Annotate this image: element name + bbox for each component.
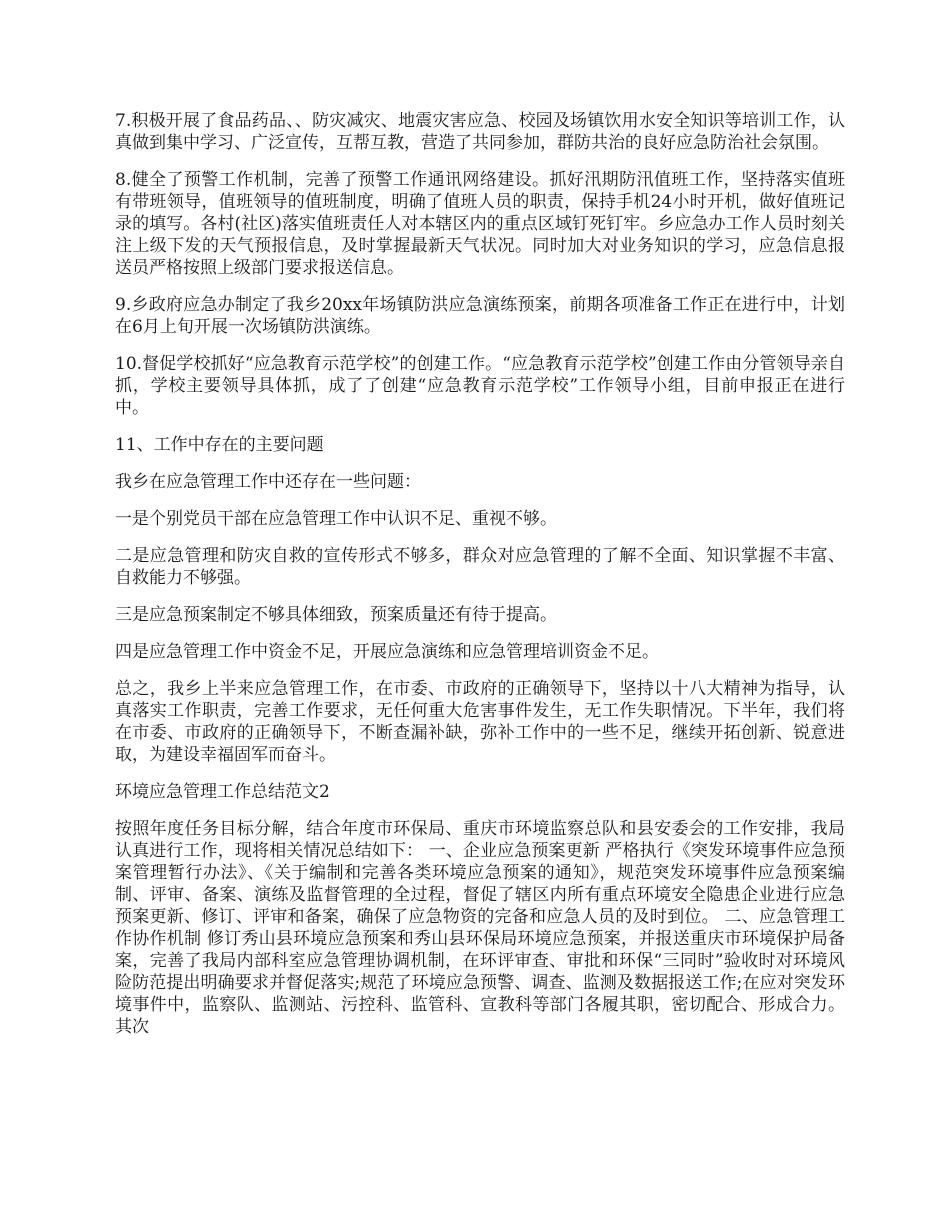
paragraph-item-10: 10.督促学校抓好“应急教育示范学校”的创建工作。“应急教育示范学校”创建工作由分管领导亲自抓，学校主要领导具体抓，成了了创建“应急教育示范学校”工作领导小组，目前申报正在进行中。 <box>115 354 845 418</box>
paragraph-item-8: 8.健全了预警工作机制，完善了预警工作通讯网络建设。抓好汛期防汛值班工作，坚持落实值班有带班领导，值班领导的值班制度，明确了值班人员的职责，保持手机24小时开机，做好值班记录的填写。各村(社区)落实值班责任人对本辖区内的重点区域钉死钉牢。乡应急办工作人员时刻关注上级下发的天气预报信息，及时掌握最新天气状况。同时加大对业务知识的学习，应急信息报送员严格按照上级部门要求报送信息。 <box>115 170 845 278</box>
conclusion-paragraph: 总之，我乡上半来应急管理工作，在市委、市政府的正确领导下，坚持以十八大精神为指导，认真落实工作职责，完善工作要求，无任何重大危害事件发生，无工作失职情况。下半年，我们将在市委、市政府的正确领导下，不断查漏补缺，弥补工作中的一些不足，继续开拓创新、锐意进取，为建设幸福固军而奋斗。 <box>115 679 845 765</box>
section-heading-problems: 11、工作中存在的主要问题 <box>115 435 324 455</box>
problem-three: 三是应急预案制定不够具体细致，预案质量还有待于提高。 <box>115 605 557 625</box>
problems-intro: 我乡在应急管理工作中还存在一些问题： <box>115 472 421 492</box>
paragraph-item-9: 9.乡政府应急办制定了我乡20xx年场镇防洪应急演练预案，前期各项准备工作正在进行中，计划在6月上旬开展一次场镇防洪演练。 <box>115 295 845 337</box>
problem-two: 二是应急管理和防灾自救的宣传形式不够多，群众对应急管理的了解不全面、知识掌握不丰富、自救能力不够强。 <box>115 546 845 588</box>
problem-one: 一是个别党员干部在应急管理工作中认识不足、重视不够。 <box>115 509 557 529</box>
document-body <box>115 110 845 1053</box>
paragraph-item-7: 7.积极开展了食品药品、、防灾减灾、地震灾害应急、校园及场镇饮用水安全知识等培训工作，认真做到集中学习、广泛宣传，互帮互教，营造了共同参加，群防共治的良好应急防治社会氛围。 <box>115 111 845 153</box>
article-2-title: 环境应急管理工作总结范文2 <box>115 782 330 802</box>
article-2-body: 按照年度任务目标分解，结合年度市环保局、重庆市环境监察总队和县安委会的工作安排，我局认真进行工作，现将相关情况总结如下： 一、企业应急预案更新 严格执行《突发环境事件应急预案管理暂行办法》、《关于编制和完善各类环境应急预案的通知》，规范突发环境事件应急预案编制、评审、备案、演练及监督管理的全过程，督促了辖区内所有重点环境安全隐患企业进行应急预案更新、修订、评审和备案，确保了应急物资的完备和应急人员的及时到位。 二、应急管理工作协作机制 修订秀山县环境应急预案和秀山县环保局环境应急预案，并报送重庆市环境保护局备案，完善了我局内部科室应急管理协调机制，在环评审查、审批和环保“三同时”验收时对环境风险防范提出明确要求并督促落实;规范了环境应急预警、调查、监测及数据报送工作;在应对突发环境事件中，监察队、监测站、污控科、监管科、宣教科等部门各履其职，密切配合、形成合力。其次 <box>115 819 845 1037</box>
problem-four: 四是应急管理工作中资金不足，开展应急演练和应急管理培训资金不足。 <box>115 642 659 662</box>
